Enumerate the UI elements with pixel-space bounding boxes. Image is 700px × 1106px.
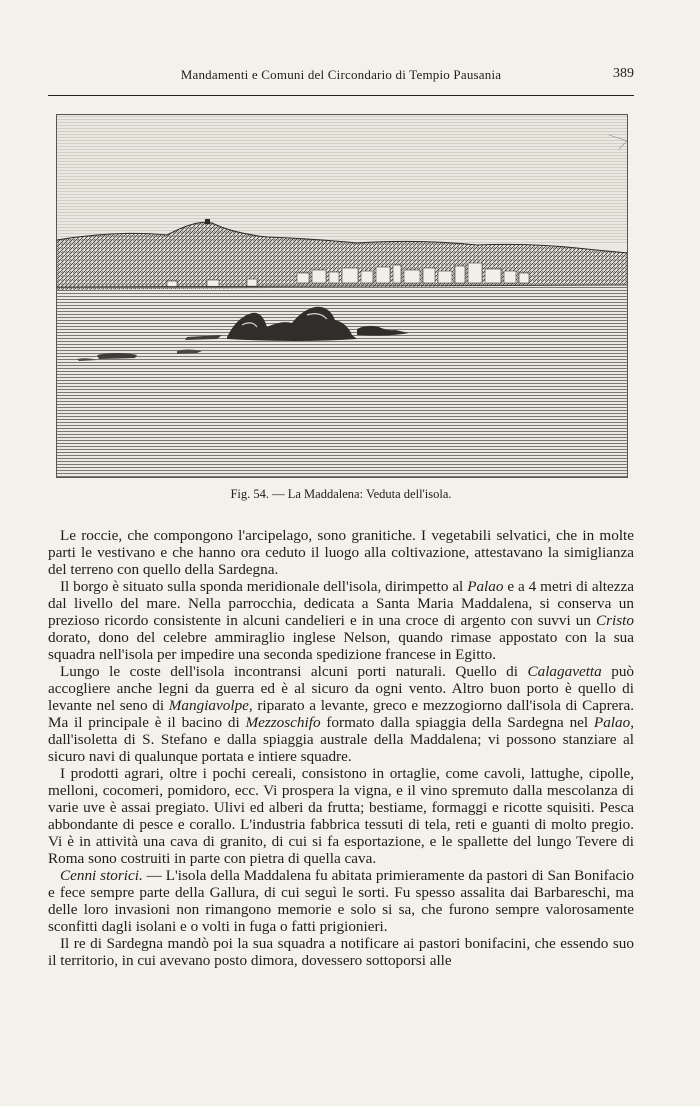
text-segment: , riparato a levante, greco e mezzogiorno dall'isola di Caprera. Ma il principale è il bacino di [48,697,634,731]
italic-text: Cenni storici. [60,867,143,884]
body-paragraph [48,578,634,663]
body-paragraph [48,935,634,969]
text-segment: Le roccie, che compongono l'arcipelago, sono granitiche. I vegetabili selvatici, che in molte parti le vestivano e che hanno ora ceduto il luogo alla coltivazione, attestavano la simiglianza del terreno con quello della Sardegna. [48,527,634,578]
text-segment: — L'isola della Maddalena fu abitata primieramente da pastori di San Bonifacio e fece sempre parte della Gallura, di cui seguì le sorti. Fu spesso assalita dai Barbareschi, ma delle loro invasioni non rimangono memorie e solo si sa, che furono sempre valorosamente sconfitti dagli isolani e o volti in fuga o fatti prigionieri. [48,867,635,935]
text-segment: I prodotti agrari, oltre i pochi cereali, consistono in ortaglie, come cavoli, lattughe, cipolle, melloni, cocomeri, pomidoro, ecc. Vi prospera la vigna, e il vino spremuto dalla mescolanza di varie uve è assai pregiato. Ulivi ed alberi da frutta; bestiame, formaggi e ricotte squisiti. Pesca abbondante di pesce e corallo. L'industria fabbrica tessuti di tela, reti e guanti di molto pregio. Vi è in attività una cava di granito, di cui si fa esportazione, e le spallette del lungo Tevere di Roma sono costruiti in parte con pietra di quella cava. [48,765,634,867]
page-header [48,64,634,90]
body-paragraph [48,527,634,578]
text-segment: Lungo le coste dell'isola incontransi alcuni porti naturali. Quello di [60,663,528,680]
body-paragraph [48,663,634,765]
figure-caption: Fig. 54. — La Maddalena: Veduta dell'isola. [230,487,452,501]
text-segment: Il re di Sardegna mandò poi la sua squadra a notificare ai pastori bonifacini, che essendo suo il territorio, in cui avevano posto dimora, dovessero sottoporsi alle [48,935,634,969]
body-paragraph [48,765,634,867]
text-segment: dorato, dono del celebre ammiraglio inglese Nelson, quando rimase appostato con la sua squadra nell'isola per impedire una seconda spedizione francese in Egitto. [48,629,634,663]
running-title: Mandamenti e Comuni del Circondario di Tempio Pausania [180,67,502,82]
engraving-illustration [57,115,628,478]
text-segment: e a 4 metri di altezza dal livello del mare. Nella parrocchia, dedicata a Santa Maria Maddalena, si conserva un prezioso ricordo consistente in alcuni candelieri e in una croce di argento con suvvi un [48,578,634,629]
italic-text: Mezzoschifo [245,714,321,731]
italic-text: Mangiavolpe [168,697,249,714]
text-segment: può accogliere anche legni da guerra ed è al sicuro da ogni vento. Altro buon porto è quello di levante nel seno di [48,663,635,714]
header-rule [48,95,634,96]
body-paragraph [48,867,634,935]
body-text [48,527,634,969]
italic-text: Palao [593,714,631,731]
text-segment: formato dalla spiaggia della Sardegna nel [320,714,594,731]
italic-text: Calagavetta [527,663,602,680]
page-number: 389 [613,66,634,81]
italic-text: Palao [467,578,504,595]
italic-text: Cristo [596,612,634,629]
text-segment: , dall'isoletta di S. Stefano e dalla spiaggia australe della Maddalena; vi possono stanziare al sicuro navi di qualunque portata e intiere squadre. [48,714,634,765]
engraving-figure [56,114,628,478]
text-segment: Il borgo è situato sulla sponda meridionale dell'isola, dirimpetto al [60,578,468,595]
